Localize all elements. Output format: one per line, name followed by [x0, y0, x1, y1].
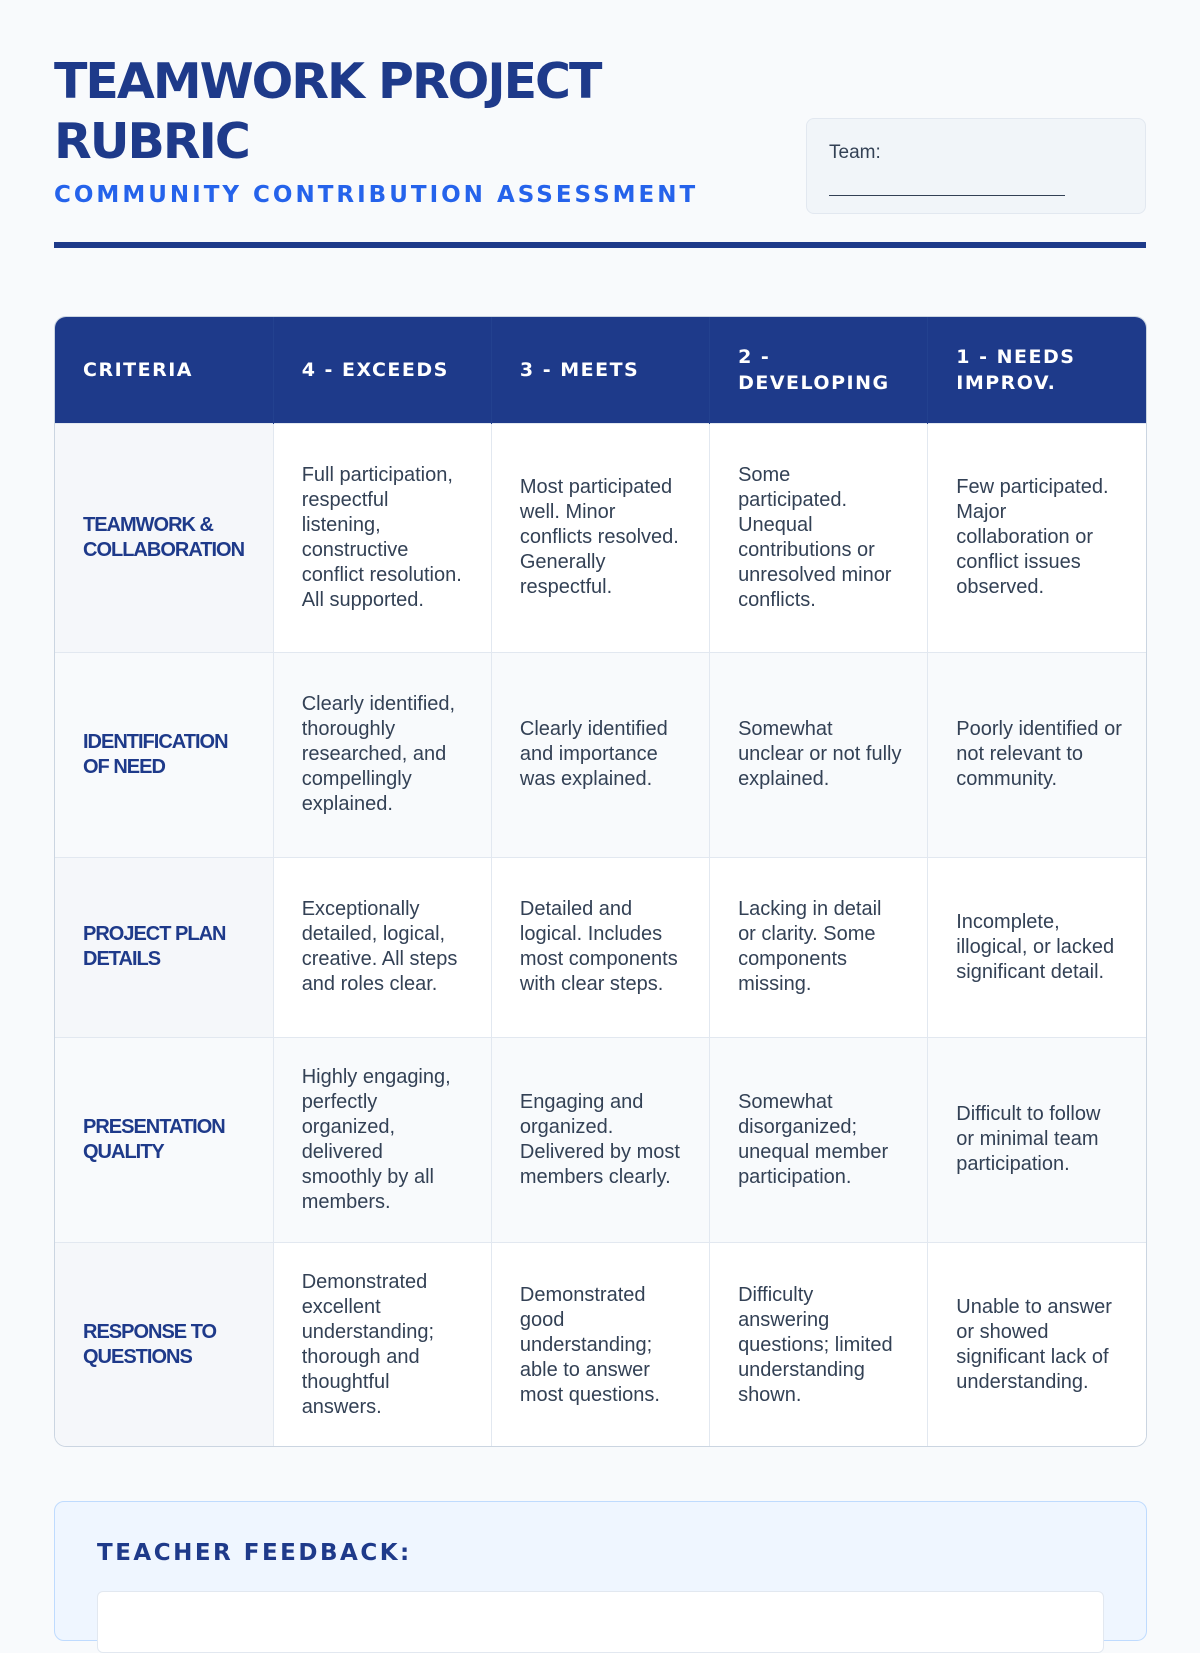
table-row [55, 1242, 1146, 1447]
meets-cell: Detailed and logical. Includes most components with clear steps. [491, 857, 709, 1037]
meets-cell: Demonstrated good understanding; able to answer most questions. [491, 1242, 709, 1447]
exceeds-cell: Demonstrated excellent understanding; thorough and thoughtful answers. [273, 1242, 491, 1447]
meets-cell: Engaging and organized. Delivered by most members clearly. [491, 1037, 709, 1242]
team-field[interactable] [806, 118, 1146, 214]
column-header-exceeds: 4 - EXCEEDS [273, 317, 491, 423]
column-header-meets: 3 - MEETS [491, 317, 709, 423]
team-label: Team: [829, 142, 881, 163]
column-header-criteria: CRITERIA [55, 317, 273, 423]
column-header-needs-improvement: 1 - NEEDS IMPROV. [928, 317, 1146, 423]
rubric-table [54, 316, 1147, 1447]
criterion-cell: PRESENTATION QUALITY [55, 1037, 273, 1242]
teacher-feedback-input[interactable] [97, 1591, 1104, 1653]
meets-cell: Most participated well. Minor conflicts resolved. Generally respectful. [491, 423, 709, 652]
teacher-feedback-section [54, 1501, 1147, 1641]
table-row [55, 423, 1146, 652]
developing-cell: Somewhat unclear or not fully explained. [710, 652, 928, 857]
criterion-cell: PROJECT PLAN DETAILS [55, 857, 273, 1037]
table-header-row [55, 317, 1146, 423]
table-row [55, 1037, 1146, 1242]
table-row [55, 652, 1146, 857]
meets-cell: Clearly identified and importance was explained. [491, 652, 709, 857]
needs-improvement-cell: Difficult to follow or minimal team participation. [928, 1037, 1146, 1242]
developing-cell: Lacking in detail or clarity. Some components missing. [710, 857, 928, 1037]
page-header [54, 0, 1146, 248]
exceeds-cell: Exceptionally detailed, logical, creative. All steps and roles clear. [273, 857, 491, 1037]
teacher-feedback-label: TEACHER FEEDBACK: [97, 1540, 412, 1566]
exceeds-cell: Full participation, respectful listening, constructive conflict resolution. All supported. [273, 423, 491, 652]
table-row [55, 857, 1146, 1037]
page-subtitle: COMMUNITY CONTRIBUTION ASSESSMENT [54, 182, 699, 208]
criterion-cell: TEAMWORK & COLLABORATION [55, 423, 273, 652]
column-header-developing: 2 - DEVELOPING [710, 317, 928, 423]
criterion-cell: IDENTIFICATION OF NEED [55, 652, 273, 857]
page-title: TEAMWORK PROJECT RUBRIC [54, 53, 601, 170]
developing-cell: Some participated. Unequal contributions or unresolved minor conflicts. [710, 423, 928, 652]
developing-cell: Somewhat disorganized; unequal member participation. [710, 1037, 928, 1242]
needs-improvement-cell: Incomplete, illogical, or lacked significant detail. [928, 857, 1146, 1037]
team-blank-line[interactable] [829, 169, 1065, 196]
needs-improvement-cell: Few participated. Major collaboration or conflict issues observed. [928, 423, 1146, 652]
criterion-cell: RESPONSE TO QUESTIONS [55, 1242, 273, 1447]
developing-cell: Difficulty answering questions; limited understanding shown. [710, 1242, 928, 1447]
needs-improvement-cell: Poorly identified or not relevant to community. [928, 652, 1146, 857]
exceeds-cell: Clearly identified, thoroughly researched, and compellingly explained. [273, 652, 491, 857]
exceeds-cell: Highly engaging, perfectly organized, delivered smoothly by all members. [273, 1037, 491, 1242]
needs-improvement-cell: Unable to answer or showed significant lack of understanding. [928, 1242, 1146, 1447]
